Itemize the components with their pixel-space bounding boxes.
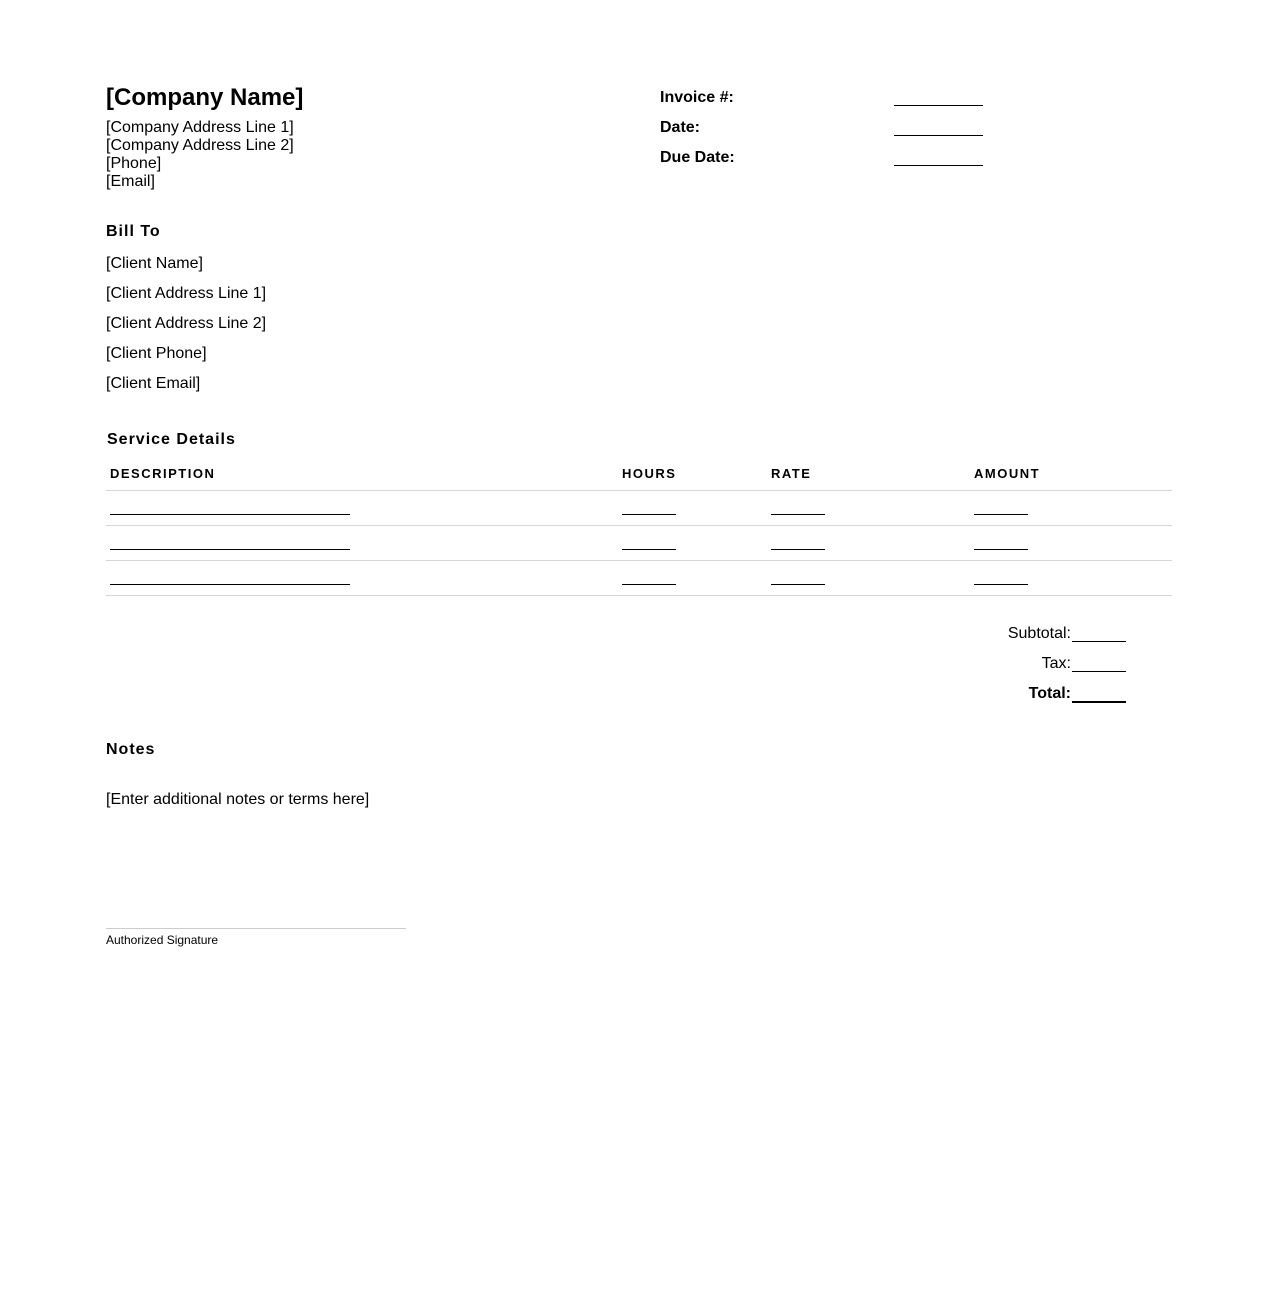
due-date-label: Due Date: [660, 149, 735, 166]
tax-field[interactable] [1072, 671, 1126, 672]
description-field[interactable] [110, 584, 350, 585]
row-divider [106, 525, 1172, 526]
row-divider [106, 560, 1172, 561]
signature-label: Authorized Signature [106, 933, 219, 947]
date-field[interactable] [894, 135, 983, 136]
tax-label: Tax: [1041, 655, 1071, 672]
table-divider [106, 490, 1172, 491]
notes-heading: Notes [106, 741, 156, 758]
company-email: [Email] [106, 173, 155, 190]
amount-field[interactable] [974, 584, 1028, 585]
total-label: Total: [1028, 685, 1071, 702]
hours-field[interactable] [622, 514, 676, 515]
subtotal-field[interactable] [1072, 641, 1126, 642]
row-divider [106, 595, 1172, 596]
client-address-line-1: [Client Address Line 1] [106, 285, 267, 302]
column-header-hours: HOURS [622, 466, 677, 481]
invoice-number-label: Invoice #: [660, 89, 734, 106]
column-header-description: DESCRIPTION [110, 466, 216, 481]
amount-field[interactable] [974, 549, 1028, 550]
company-name: [Company Name] [106, 84, 304, 111]
rate-field[interactable] [771, 514, 825, 515]
client-name: [Client Name] [106, 255, 203, 272]
company-address-line-2: [Company Address Line 2] [106, 137, 294, 154]
column-header-amount: AMOUNT [974, 466, 1041, 481]
due-date-field[interactable] [894, 165, 983, 166]
rate-field[interactable] [771, 584, 825, 585]
client-phone: [Client Phone] [106, 345, 207, 362]
description-field[interactable] [110, 549, 350, 550]
notes-text[interactable]: [Enter additional notes or terms here] [106, 791, 370, 808]
company-address-line-1: [Company Address Line 1] [106, 119, 294, 136]
signature-line [106, 928, 406, 929]
description-field[interactable] [110, 514, 350, 515]
hours-field[interactable] [622, 549, 676, 550]
rate-field[interactable] [771, 549, 825, 550]
hours-field[interactable] [622, 584, 676, 585]
service-details-heading: Service Details [107, 431, 236, 448]
company-phone: [Phone] [106, 155, 162, 172]
date-label: Date: [660, 119, 701, 136]
total-field[interactable] [1072, 701, 1126, 703]
column-header-rate: RATE [771, 466, 812, 481]
client-address-line-2: [Client Address Line 2] [106, 315, 267, 332]
bill-to-heading: Bill To [106, 223, 161, 240]
invoice-number-field[interactable] [894, 105, 983, 106]
amount-field[interactable] [974, 514, 1028, 515]
client-email: [Client Email] [106, 375, 201, 392]
subtotal-label: Subtotal: [1007, 625, 1071, 642]
